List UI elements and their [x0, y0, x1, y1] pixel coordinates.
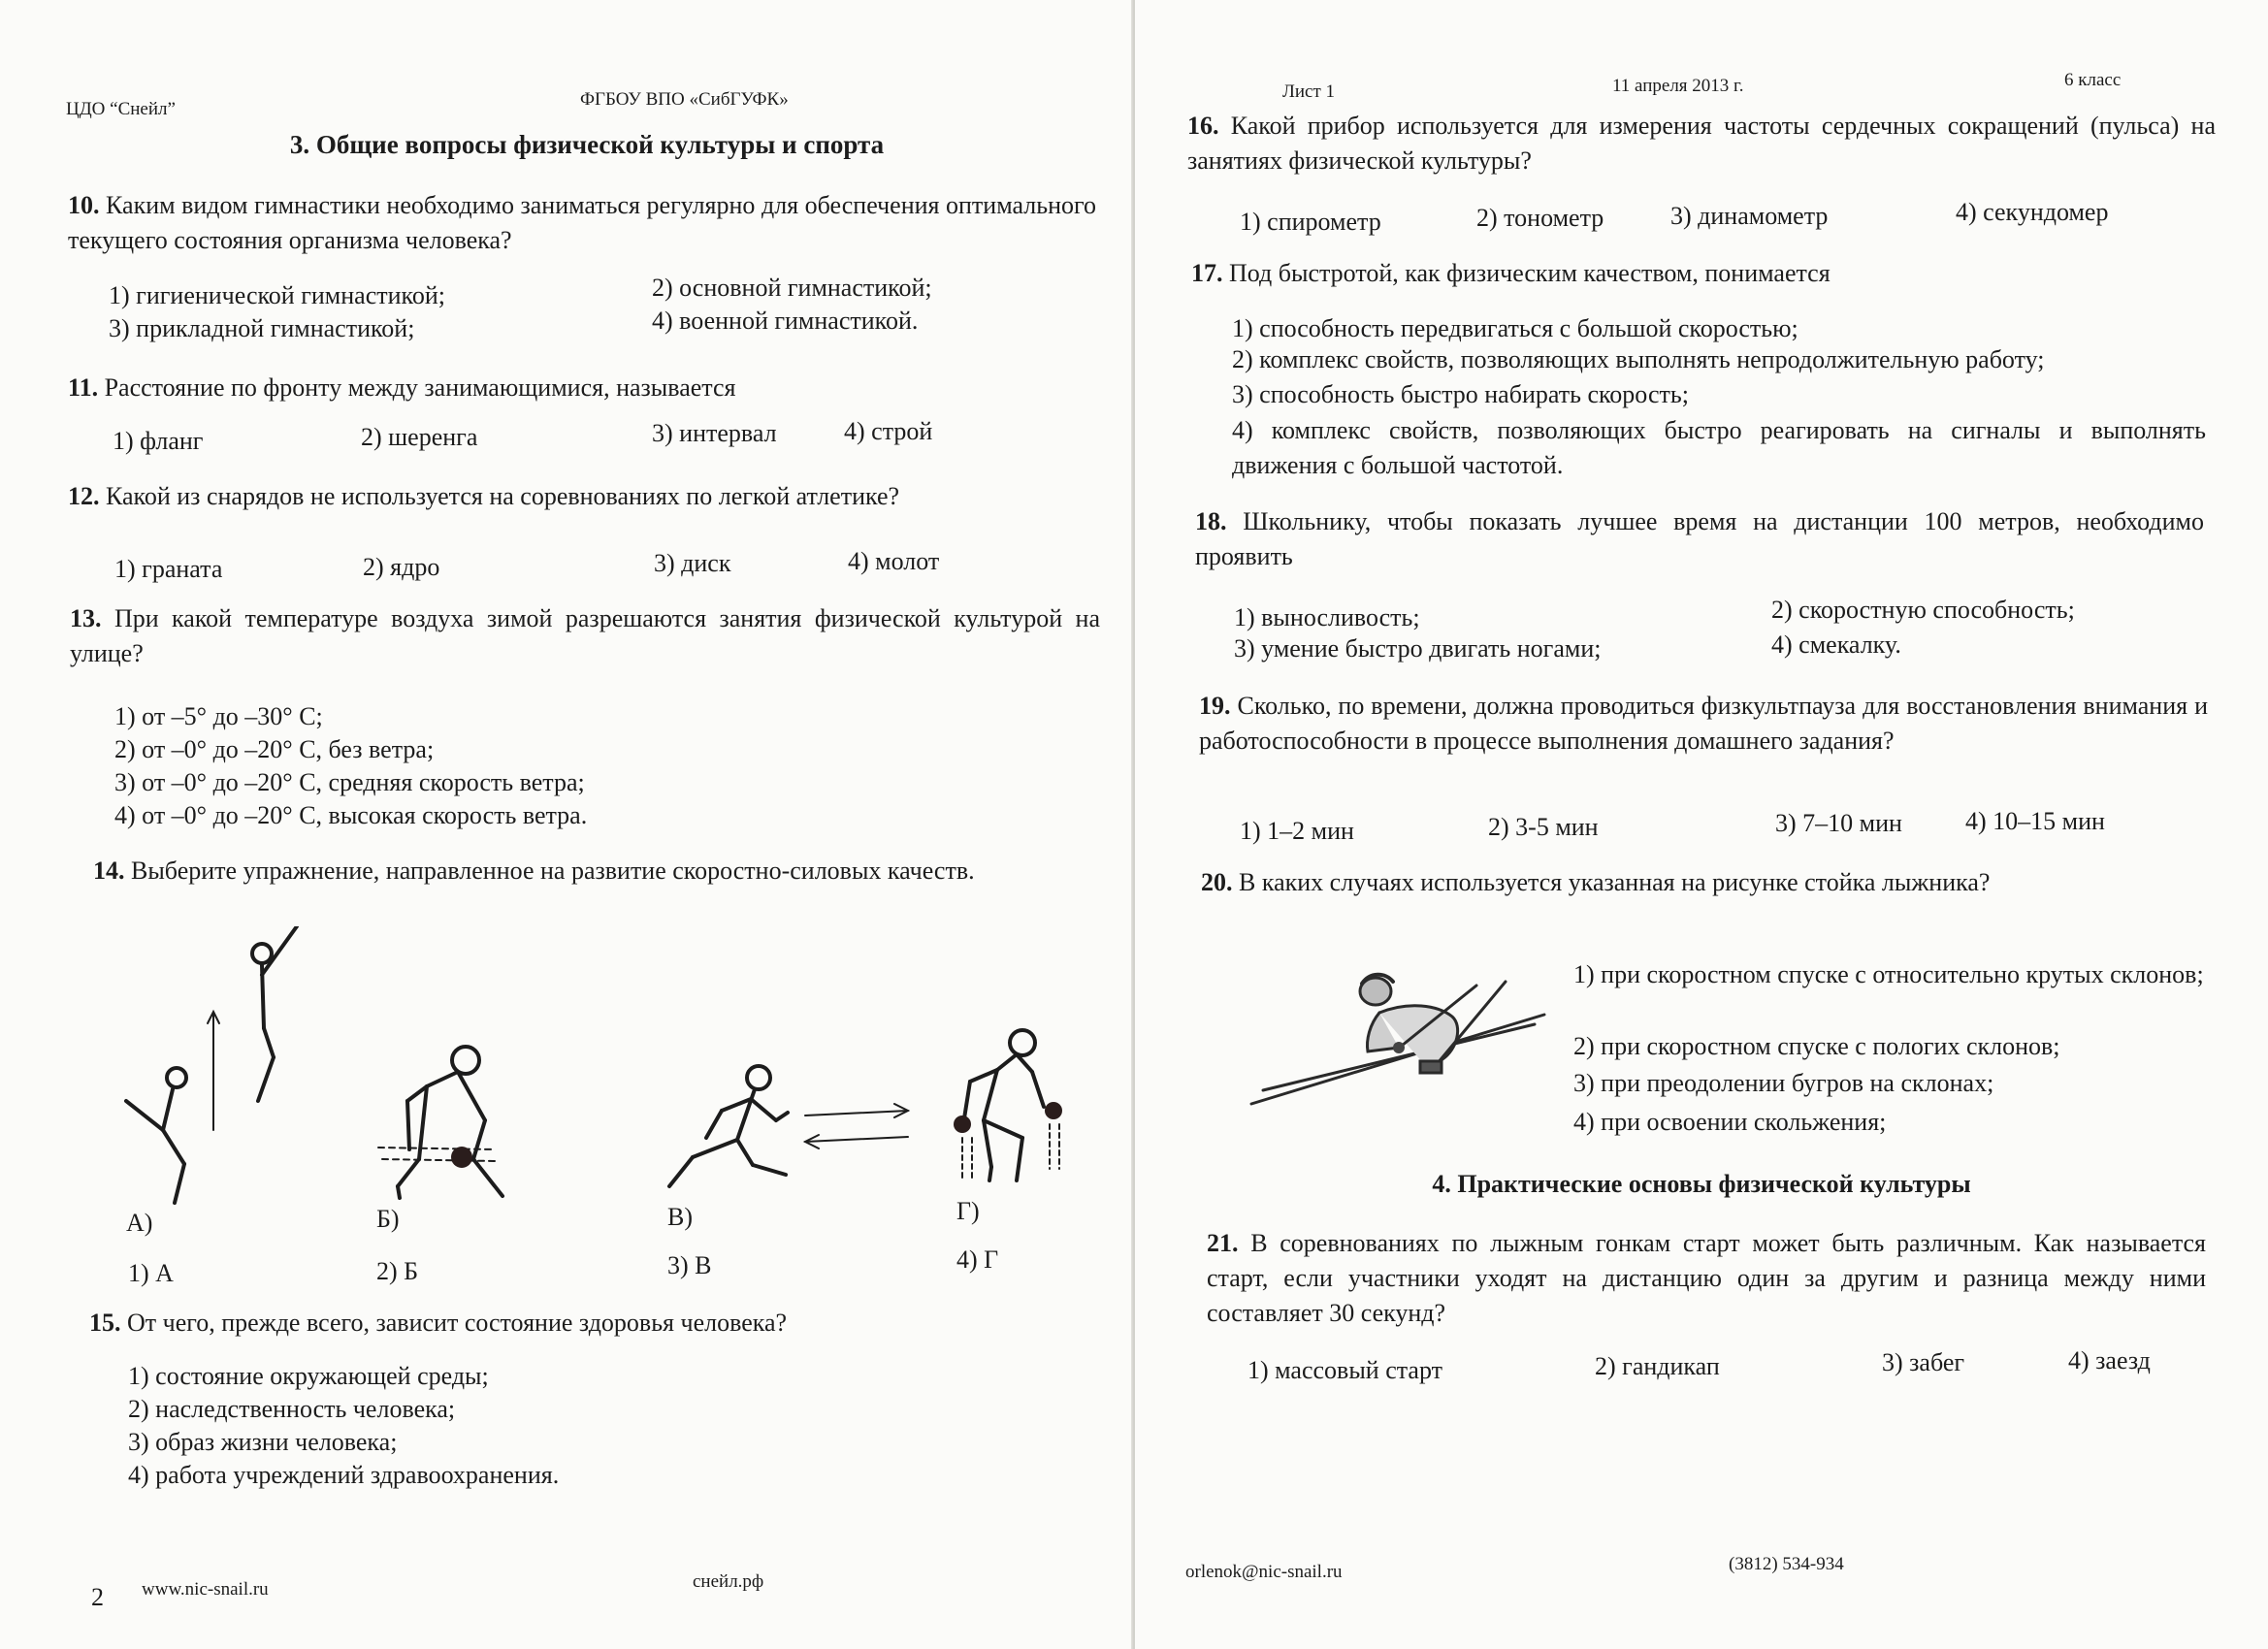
option-20-4[interactable]: 4) при освоении скольжения;	[1573, 1108, 1887, 1136]
question-number: 16.	[1187, 112, 1219, 140]
question-20	[1201, 865, 2206, 900]
option-14-2[interactable]: 2) Б	[376, 1257, 419, 1285]
footer-website-rf[interactable]: снейл.рф	[693, 1571, 764, 1592]
option-18-3[interactable]: 3) умение быстро двигать ногами;	[1234, 634, 1602, 663]
right-page	[1135, 0, 2268, 1649]
question-text: Школьнику, чтобы показать лучшее время на дистанции 100 метров, необходимо проявить	[1195, 507, 2204, 570]
question-number: 15.	[89, 1309, 121, 1337]
option-11-4[interactable]: 4) строй	[844, 417, 933, 445]
option-14-4[interactable]: 4) Г	[956, 1245, 999, 1274]
question-13	[70, 601, 1100, 671]
left-page	[0, 0, 1133, 1649]
option-21-3[interactable]: 3) забег	[1882, 1348, 1965, 1376]
section-title: 3. Общие вопросы физической культуры и спорта	[289, 130, 885, 159]
option-15-4[interactable]: 4) работа учреждений здравоохранения.	[128, 1461, 560, 1489]
question-number: 21.	[1207, 1229, 1239, 1257]
figure-d-dribbling	[954, 1030, 1062, 1180]
question-text: В соревнованиях по лыжным гонкам старт может быть различным. Как называется старт, если участники уходят на дистанцию один за другим и разница между ними составляет 30 секунд?	[1207, 1229, 2207, 1327]
option-13-4[interactable]: 4) от –0° до –20° С, высокая скорость ветра.	[114, 801, 588, 829]
figure-c-runner	[669, 1066, 908, 1186]
option-16-1[interactable]: 1) спирометр	[1240, 208, 1381, 236]
option-11-2[interactable]: 2) шеренга	[361, 423, 478, 451]
question-14	[93, 854, 1106, 889]
exercise-figures	[107, 926, 1116, 1237]
option-20-1[interactable]: 1) при скоростном спуске с относительно крутых склонов;	[1573, 960, 2204, 988]
option-10-1[interactable]: 1) гигиенической гимнастикой;	[109, 281, 445, 309]
question-text: Какой прибор используется для измерения частоты сердечных сокращений (пульса) на занятиях физической культуры?	[1187, 112, 2216, 175]
option-21-4[interactable]: 4) заезд	[2068, 1346, 2151, 1374]
question-text: Под быстротой, как физическим качеством, понимается	[1229, 259, 1831, 287]
option-17-2[interactable]: 2) комплекс свойств, позволяющих выполнять непродолжительную работу;	[1232, 345, 2045, 373]
question-text: От чего, прежде всего, зависит состояние здоровья человека?	[127, 1309, 788, 1337]
question-text: В каких случаях используется указанная на рисунке стойка лыжника?	[1239, 868, 1991, 896]
footer-email[interactable]: orlenok@nic-snail.ru	[1185, 1562, 1343, 1582]
option-18-2[interactable]: 2) скоростную способность;	[1771, 596, 2075, 624]
option-21-2[interactable]: 2) гандикап	[1595, 1352, 1720, 1380]
question-text: Каким видом гимнастики необходимо заниматься регулярно для обеспечения оптимального текущего состояния организма человека?	[68, 191, 1097, 254]
figure-label-c: В)	[667, 1203, 693, 1231]
option-14-3[interactable]: 3) В	[667, 1251, 712, 1279]
option-13-1[interactable]: 1) от –5° до –30° С;	[114, 702, 323, 730]
option-18-1[interactable]: 1) выносливость;	[1234, 603, 1420, 631]
header-date: 11 апреля 2013 г.	[1612, 76, 1744, 96]
option-14-1[interactable]: 1) А	[128, 1259, 174, 1287]
option-20-2[interactable]: 2) при скоростном спуске с пологих склонов;	[1573, 1032, 2060, 1060]
question-number: 20.	[1201, 868, 1233, 896]
question-number: 13.	[70, 604, 102, 632]
question-15	[89, 1306, 1118, 1341]
question-16	[1187, 109, 2216, 178]
option-16-3[interactable]: 3) динамометр	[1670, 202, 1829, 230]
option-18-4[interactable]: 4) смекалку.	[1771, 630, 1901, 659]
option-21-1[interactable]: 1) массовый старт	[1247, 1356, 1442, 1384]
option-11-1[interactable]: 1) фланг	[113, 427, 204, 455]
option-19-2[interactable]: 2) 3-5 мин	[1488, 813, 1599, 841]
figure-a-jumper	[126, 926, 297, 1203]
figure-b-squat	[378, 1047, 502, 1198]
footer-website[interactable]: www.nic-snail.ru	[142, 1579, 269, 1600]
option-12-4[interactable]: 4) молот	[848, 547, 940, 575]
question-18	[1195, 504, 2204, 574]
option-19-1[interactable]: 1) 1–2 мин	[1240, 817, 1354, 845]
option-15-2[interactable]: 2) наследственность человека;	[128, 1395, 456, 1423]
option-16-4[interactable]: 4) секундомер	[1956, 198, 2109, 226]
skier-illustration	[1244, 966, 1554, 1112]
question-number: 14.	[93, 857, 125, 885]
figure-label-b: Б)	[376, 1205, 400, 1233]
option-20-3[interactable]: 3) при преодолении бугров на склонах;	[1573, 1069, 1994, 1097]
question-17	[1191, 256, 2219, 291]
question-number: 11.	[68, 373, 99, 402]
page-number: 2	[91, 1583, 104, 1611]
option-15-1[interactable]: 1) состояние окружающей среды;	[128, 1362, 489, 1390]
option-16-2[interactable]: 2) тонометр	[1476, 204, 1604, 232]
figure-label-a: А)	[126, 1209, 153, 1237]
question-text: Сколько, по времени, должна проводиться физкультпауза для восстановления внимания и работоспособности в процессе выполнения домашнего задания?	[1199, 692, 2208, 755]
figure-label-d: Г)	[956, 1197, 980, 1225]
option-19-4[interactable]: 4) 10–15 мин	[1965, 807, 2105, 835]
option-12-1[interactable]: 1) граната	[114, 555, 223, 583]
header-grade: 6 класс	[2064, 70, 2122, 90]
question-number: 17.	[1191, 259, 1223, 287]
option-10-2[interactable]: 2) основной гимнастикой;	[652, 274, 932, 302]
question-number: 19.	[1199, 692, 1231, 720]
question-text: Какой из снарядов не используется на соревнованиях по легкой атлетике?	[106, 482, 900, 510]
option-19-3[interactable]: 3) 7–10 мин	[1775, 809, 1902, 837]
option-10-3[interactable]: 3) прикладной гимнастикой;	[109, 314, 415, 342]
option-12-3[interactable]: 3) диск	[654, 549, 731, 577]
option-13-2[interactable]: 2) от –0° до –20° С, без ветра;	[114, 735, 435, 763]
option-12-2[interactable]: 2) ядро	[363, 553, 440, 581]
option-13-3[interactable]: 3) от –0° до –20° С, средняя скорость ветра;	[114, 768, 585, 796]
footer-phone: (3812) 534-934	[1729, 1554, 1844, 1574]
question-number: 10.	[68, 191, 100, 219]
question-text: Выберите упражнение, направленное на развитие скоростно-силовых качеств.	[131, 857, 975, 885]
question-11	[68, 371, 1096, 405]
option-15-3[interactable]: 3) образ жизни человека;	[128, 1428, 398, 1456]
header-org: ЦДО “Снейл”	[66, 99, 176, 119]
question-text: Расстояние по фронту между занимающимися, называется	[104, 373, 736, 402]
question-number: 18.	[1195, 507, 1227, 535]
option-11-3[interactable]: 3) интервал	[652, 419, 777, 447]
section-title-4: 4. Практические основы физической культуры	[1432, 1170, 1971, 1198]
option-17-3[interactable]: 3) способность быстро набирать скорость;	[1232, 380, 1689, 408]
option-17-4[interactable]: 4) комплекс свойств, позволяющих быстро реагировать на сигналы и выполнять движения с большой частотой.	[1232, 416, 2206, 479]
option-10-4[interactable]: 4) военной гимнастикой.	[652, 307, 919, 335]
question-number: 12.	[68, 482, 100, 510]
question-19	[1199, 689, 2208, 759]
header-sheet: Лист 1	[1282, 81, 1336, 102]
question-12	[68, 479, 1116, 514]
question-10	[68, 188, 1096, 258]
question-21	[1207, 1226, 2206, 1331]
question-text: При какой температуре воздуха зимой разрешаются занятия физической культурой на улице?	[70, 604, 1100, 667]
header-university: ФГБОУ ВПО «СибГУФК»	[580, 89, 789, 110]
option-17-1[interactable]: 1) способность передвигаться с большой скоростью;	[1232, 314, 1798, 342]
